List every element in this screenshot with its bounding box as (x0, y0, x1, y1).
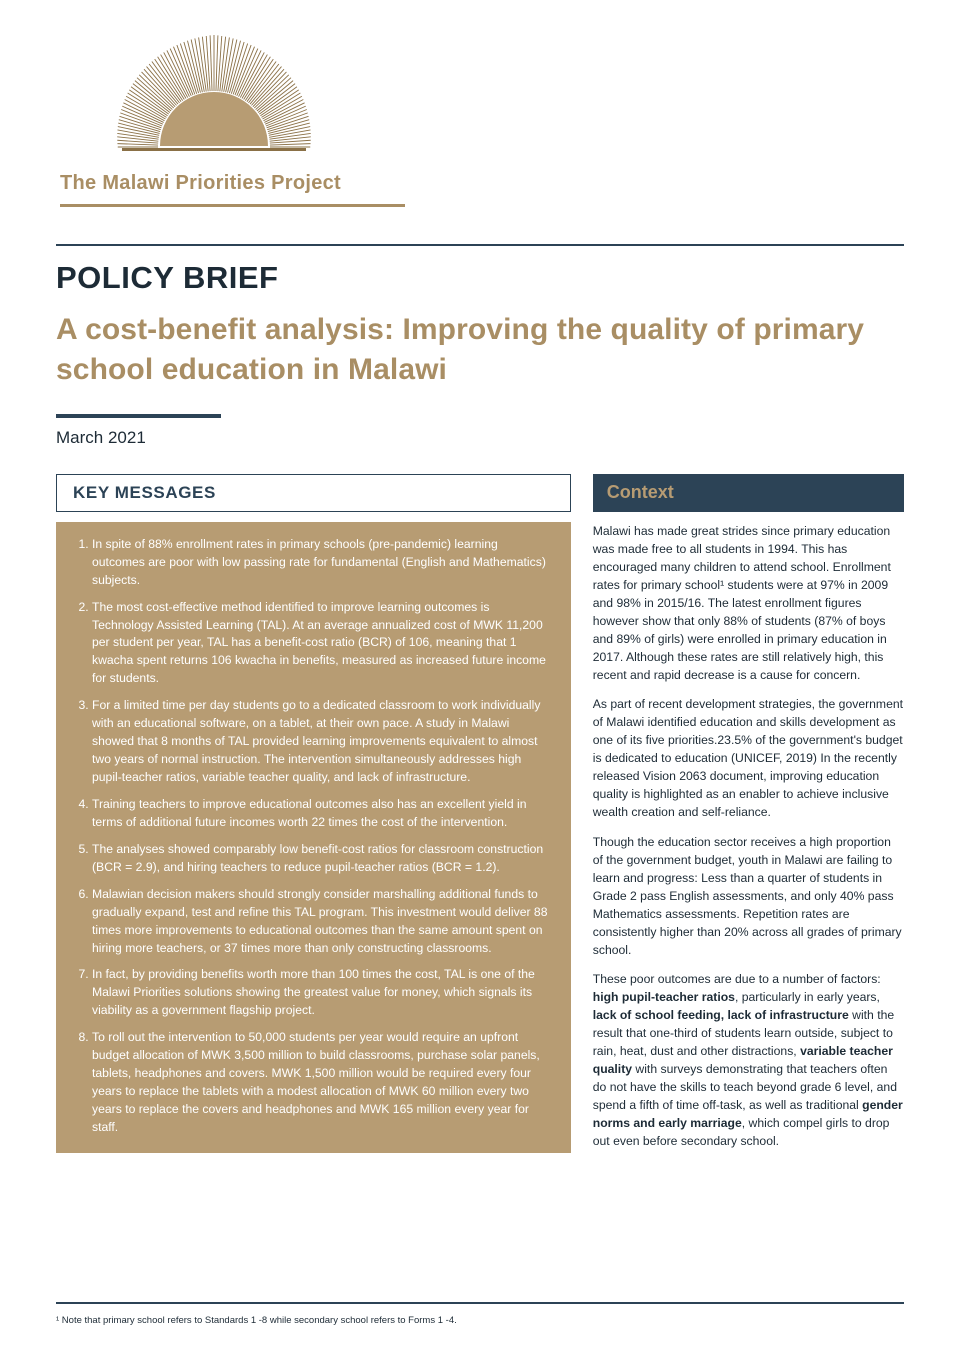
factor-term-3: variable teacher quality (592, 1044, 893, 1077)
factors-lead: These poor outcomes are due to a number of factors: (592, 971, 881, 986)
key-messages-column (56, 474, 571, 1153)
key-messages-heading: KEY MESSAGES (56, 474, 571, 512)
list-item: 7. In fact, by providing benefits worth more than 100 times the cost, TAL is one of the Malawi Priorities solutions showing the greatest value for money, which signals its viability as a government flagship project. (92, 966, 551, 1020)
list-item: 6. Malawian decision makers should strongly consider marshalling additional funds to gradually expand, test and refine this TAL program. This investment would deliver 88 times more improvements to educational outcomes than the same amount spent on hiring more teachers, or 37 times more than only constructing classrooms. (92, 886, 551, 958)
footnote: ¹ Note that primary school refers to Standards 1 -8 while secondary school refers to Forms 1 -4. (56, 1315, 457, 1326)
list-item: 3. For a limited time per day students go to a dedicated classroom to work individually with an educational software, on a tablet, at their own pace. A study in Malawi showed that 8 months of TAL provided learning improvements equivalent to almost two years of normal instruction. The intervention simultaneously addresses high pupil-teacher ratios, variable teacher quality, and lack of infrastructure. (92, 697, 551, 787)
factors-mid-2: with the result that one-third of students learn outside, subject to rain, heat, dust and other distractions, (592, 1007, 895, 1059)
factor-term-4: gender norms and early marriage (592, 1098, 903, 1131)
factor-term-2: lack of school feeding, lack of infrastructure (592, 1007, 849, 1022)
logo-block (56, 0, 904, 200)
content-columns (56, 474, 904, 1153)
key-messages-list (66, 536, 551, 1137)
list-item: 4. Training teachers to improve educational outcomes also has an excellent yield in terms of additional future incomes worth 22 times the cost of the intervention. (92, 796, 551, 832)
page-title: A cost-benefit analysis: Improving the quality of primary school education in Malawi (56, 313, 865, 386)
factors-mid-3: with surveys demonstrating that teachers often do not have the skills to teach beyond grade 6 level, and spend a fifth of time off-task, as well as traditional (592, 1062, 897, 1113)
context-paragraph: As part of recent development strategies, the government of Malawi identified education and skills development as one of its five priorities.23.5% of the government's budget is dedicated to education (UNICEF, 2019) In the recently released Vision 2063 document, improving education quality is highlighted as an enabler to achieve inclusive wealth creation and self-reliance. (592, 697, 904, 820)
context-column (593, 474, 904, 1151)
factor-term-1: high pupil-teacher ratios (592, 989, 735, 1004)
context-paragraph: Malawi has made great strides since primary education was made free to all students in 1994. This has encouraged many children to attend school. Enrollment rates for primary school¹ students were at 97% in 2009 and 98% in 2015/16. The latest enrollment figures however show that only 88% of students (87% of boys and 89% of girls) were enrolled in primary education in 2017. Although these rates are still relatively high, this recent and rapid decrease is a cause for concern. (592, 523, 891, 683)
context-paragraph: Though the education sector receives a high proportion of the government budget, youth in Malawi are failing to learn and progress: Less than a quarter of students in Grade 2 pass English assessments, and only 40% pass Mathematics assessments. Repetition rates are consistently higher than 20% across all grades of primary school. (592, 834, 902, 957)
document-date: March 2021 (56, 427, 146, 447)
context-paragraph-factors (593, 970, 904, 1150)
list-item: 5. The analyses showed comparably low benefit-cost ratios for classroom construction (BCR = 2.9), and hiring teachers to reduce pupil-teacher ratios (BCR = 1.2). (92, 841, 551, 877)
logo-underline (60, 204, 405, 207)
key-messages-panel (56, 522, 571, 1153)
title-divider (56, 244, 904, 246)
context-heading: Context (593, 474, 904, 512)
logo-title: The Malawi Priorities Project (60, 172, 342, 194)
document-kicker: POLICY BRIEF (56, 260, 279, 295)
sunrise-rays-logo-icon (64, 30, 364, 165)
list-item: 2. The most cost-effective method identified to improve learning outcomes is Technology Assisted Learning (TAL). At an average annualized cost of MWK 11,200 per student per year, TAL has a benefit-cost ratio (BCR) of 106, meaning that 1 kwacha spent returns 106 kwacha in benefits, measured as increased future income for students. (92, 599, 551, 689)
factors-tail: , which compel girls to drop out even before secondary school. (592, 1116, 890, 1149)
footer-divider (56, 1302, 904, 1304)
context-body (593, 522, 904, 1151)
date-divider (56, 414, 221, 418)
list-item: 1. In spite of 88% enrollment rates in primary schools (pre-pandemic) learning outcomes are poor with low passing rate for fundamental (English and Mathematics) subjects. (92, 536, 551, 590)
factors-mid-1: , particularly in early years, (734, 989, 880, 1004)
list-item: 8. To roll out the intervention to 50,000 students per year would require an upfront budget allocation of MWK 3,500 million to build classrooms, purchase solar panels, tablets, headphones and covers. MWK 1,500 million would be required every four years to replace the tablets with a modest allocation of MWK 60 million every two years to replace the covers and headphones and MWK 165 million every year for staff. (92, 1029, 551, 1137)
